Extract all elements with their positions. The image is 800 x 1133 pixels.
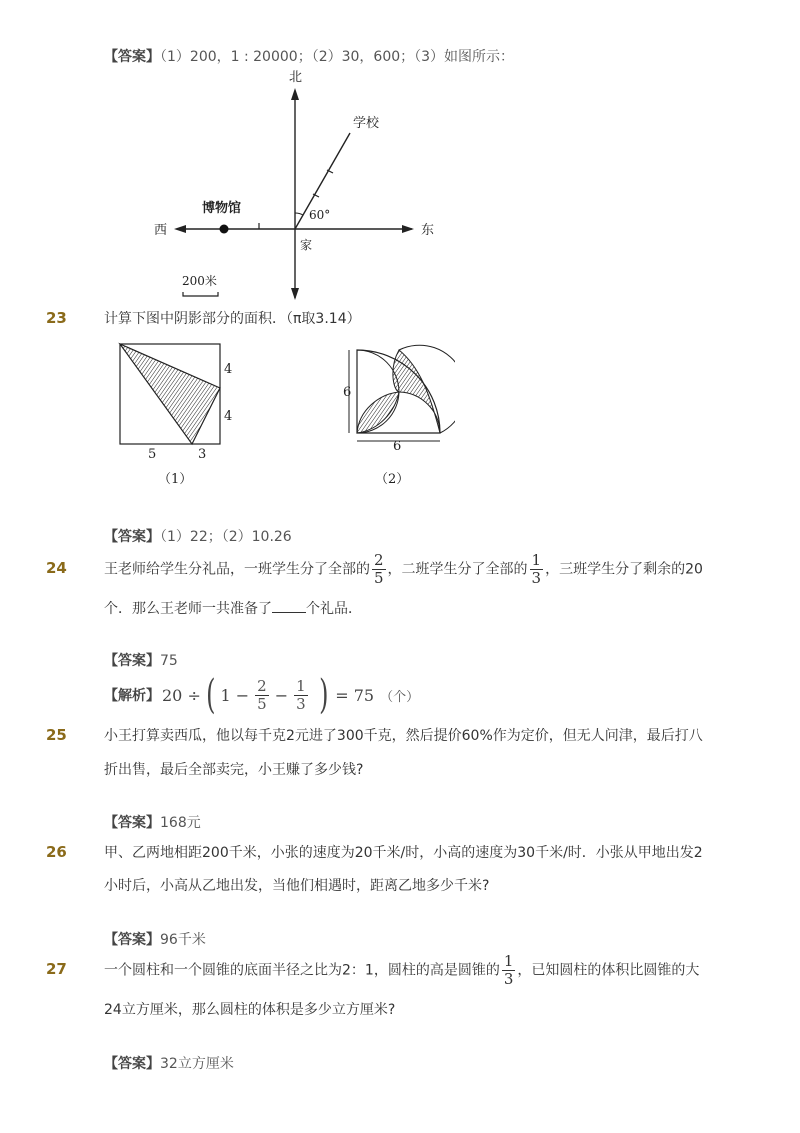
question-24-line1: [104, 552, 703, 587]
question-27-line1: [104, 953, 699, 988]
figure-2-caption: （2）: [375, 472, 410, 487]
question-number: 23: [46, 309, 67, 327]
fraction: [255, 678, 269, 713]
scale-bar: [183, 292, 218, 296]
angle-arc: [295, 213, 303, 215]
text-segment: ，三班学生分了剩余的20: [545, 561, 703, 578]
numerator: 1: [531, 551, 542, 569]
paren-left: (: [205, 672, 216, 718]
museum-dot: [220, 225, 229, 234]
east-arrow: [402, 225, 414, 233]
text-segment: ，已知圆柱的体积比圆锥的大: [517, 962, 700, 979]
home-label: 家: [300, 238, 313, 252]
scale-label: 200米: [182, 274, 217, 288]
question-25-line2: 折出售，最后全部卖完，小王赚了多少钱?: [104, 762, 364, 778]
north-arrow: [291, 88, 299, 100]
answer-text: 75: [160, 653, 178, 669]
fill-blank[interactable]: [272, 598, 306, 613]
text-segment: ，二班学生分了全部的: [387, 561, 528, 578]
text-segment: 王老师给学生分礼品，一班学生分了全部的: [104, 561, 370, 578]
numerator: 2: [374, 551, 384, 569]
school-label: 学校: [353, 116, 380, 131]
question-23-text: 计算下图中阴影部分的面积．（π取3.14）: [104, 311, 361, 327]
west-label: 西: [154, 223, 168, 238]
math-lead: 20 ÷: [162, 685, 201, 705]
answer-tag: 【答案】: [104, 1056, 160, 1072]
label-3: 3: [198, 447, 207, 462]
text-segment: 个礼品．: [306, 601, 362, 617]
unit: （个）: [380, 689, 420, 705]
answer-tag: 【答案】: [104, 815, 160, 831]
south-arrow: [291, 288, 299, 300]
fraction: [502, 953, 516, 988]
answer-tag: 【答案】: [104, 653, 160, 669]
question-number: 25: [46, 726, 67, 744]
text-segment: 个．那么王老师一共准备了: [104, 601, 272, 617]
question-number: 27: [46, 960, 67, 978]
answer-text: （1）200，1 : 20000；（2）30，600；（3）如图所示：: [160, 49, 515, 65]
question-27-line2: 24立方厘米，那么圆柱的体积是多少立方厘米?: [104, 1002, 396, 1018]
denominator: 5: [374, 569, 384, 587]
answer-27: [104, 1053, 234, 1073]
east-label: 东: [421, 223, 435, 238]
west-arrow: [174, 225, 186, 233]
numerator: 1: [296, 676, 306, 695]
answer-22: [104, 46, 514, 66]
question-26-line1: 甲、乙两地相距200千米，小张的速度为20千米/时，小高的速度为30千米/时．小张从甲地出发2: [104, 845, 703, 861]
label-6-bottom: 6: [393, 439, 402, 454]
denominator: 3: [503, 970, 514, 988]
museum-label: 博物馆: [202, 201, 242, 216]
question-26-line2: 小时后，小高从乙地出发，当他们相遇时，距离乙地多少千米?: [104, 878, 490, 894]
denominator: 3: [296, 694, 306, 713]
question-25-line1: 小王打算卖西瓜，他以每千克2元进了300千克，然后提价60%作为定价，但无人问津，最后打八: [104, 728, 703, 744]
answer-25: [104, 812, 201, 832]
figure-1-caption: （1）: [158, 472, 193, 487]
label-4-bottom: 4: [224, 409, 233, 424]
answer-text: （1）22；（2）10.26: [160, 529, 292, 545]
label-4-top: 4: [224, 362, 233, 377]
answer-tag: 【答案】: [104, 932, 160, 948]
north-label: 北: [289, 70, 303, 85]
paren-right: ): [318, 672, 329, 718]
figure-23-1: [112, 338, 252, 488]
analysis-tag: 【解析】: [104, 688, 160, 704]
answer-23: [104, 526, 292, 546]
numerator: 1: [503, 952, 514, 970]
math-minus: −: [274, 685, 289, 705]
angle-label: 60°: [309, 208, 331, 222]
question-number: 26: [46, 843, 67, 861]
numerator: 2: [257, 676, 267, 695]
question-number: 24: [46, 559, 67, 577]
fraction: [294, 678, 308, 713]
question-24-line2: [104, 592, 362, 626]
figure-23-2: [335, 338, 455, 488]
answer-text: 168元: [160, 815, 201, 831]
fraction: [530, 552, 544, 587]
fraction: [372, 552, 386, 587]
answer-text: 96千米: [160, 932, 206, 948]
answer-24: [104, 650, 178, 670]
denominator: 3: [531, 569, 542, 587]
answer-tag: 【答案】: [104, 529, 160, 545]
denominator: 5: [257, 694, 267, 713]
label-5: 5: [148, 447, 157, 462]
math-one: 1 −: [220, 685, 250, 705]
direction-diagram: [150, 66, 450, 302]
answer-text: 32立方厘米: [160, 1056, 234, 1072]
math-result: = 75: [335, 685, 375, 705]
answer-26: [104, 929, 206, 949]
label-6-side: 6: [343, 385, 352, 400]
answer-tag: 【答案】: [104, 49, 160, 65]
analysis-24: [104, 672, 419, 718]
text-segment: 一个圆柱和一个圆锥的底面半径之比为2：1，圆柱的高是圆锥的: [104, 962, 500, 979]
